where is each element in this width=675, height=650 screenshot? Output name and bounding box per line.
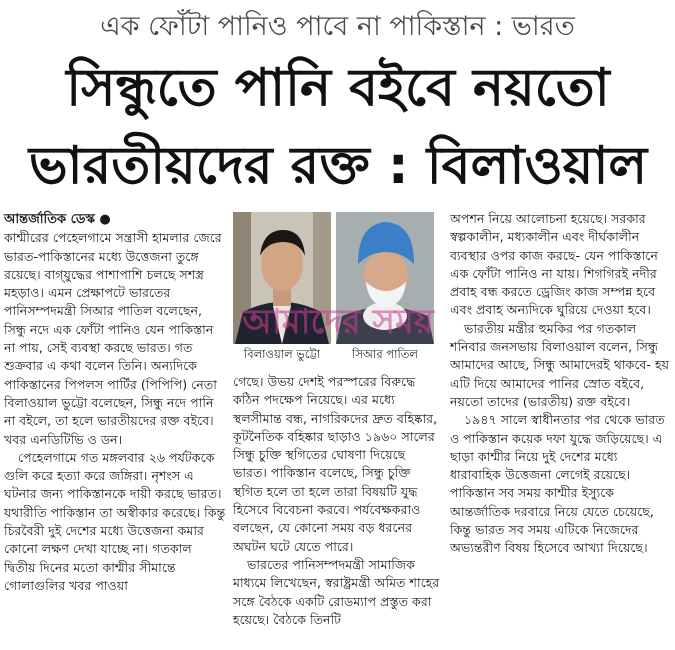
col1-paragraph-1: কাশ্মীরের পেহেলগামে সন্ত্রাসী হামলার জেরে ভারত-পাকিস্তানের মধ্যে উত্তেজনা তুঙ্গে রয়েছে। বাগ্‌যুদ্ধের পাশাপাশি চলছে সশস্ত্র মহড়াও। এমন প্রেক্ষাপটে ভারতের পানিসম্পদমন্ত্রী সিআর পাতিল বলেছেন, সিন্ধু নদে এক ফোঁটা পানিও যেন পাকিস্তান না পায়, সেই ব্যবস্থা করছে ভারত। গত শুক্রবার এ কথা বলেন তিনি। অন্যদিকে পাকিস্তানের পিপলস পার্টির (পিপিপি) নেতা বিলাওয়াল ভুট্টো বলেছেন, সিন্ধু নদে পানি না বইলে, তা হলে ভারতীয়দের রক্ত বইবে। খবর এনডিটিভি ও ডন। (4, 230, 222, 447)
headline-line-1: সিন্ধুতে পানি বইবে নয়তো (66, 58, 610, 118)
kicker-headline: এক ফোঁটা পানিও পাবে না পাকিস্তান : ভারত (100, 11, 575, 42)
desk-label: আন্তর্জাতিক ডেস্ক ● (4, 212, 111, 227)
photo-caption-bilawal: বিলাওয়াল ভুট্টো (243, 347, 321, 361)
col2-paragraph-2: ভারতের পানিসম্পদমন্ত্রী সামাজিক মাধ্যমে লিখেছেন, স্বরাষ্ট্রমন্ত্রী অমিত শাহের সঙ্গে বৈঠকে একটি রোডম্যাপ প্রস্তুত করা হয়েছে। বৈঠকে তিনটি (233, 556, 440, 627)
photo-caption-patil: সিআর পাতিল (352, 347, 418, 361)
col1-paragraph-2: পেহেলগামে গত মঙ্গলবার ২৬ পর্যটককে গুলি করে হত্যা করে জঙ্গিরা। নৃশংস এ ঘটনার জন্য পাকিস্তানকে দায়ী করছে ভারত। যথারীতি পাকিস্তান তা অস্বীকার করেছে। কিন্তু চিরবৈরী দুই দেশের মধ্যে উত্তেজনা কমার কোনো লক্ষণ দেখা যাচ্ছে না। গতকাল দ্বিতীয় দিনের মতো কাশ্মীর সীমান্তে গোলাগুলির খবর পাওয়া (4, 449, 226, 593)
col3-paragraph-2: ভারতীয় মন্ত্রীর হুমকির পর গতকাল শনিবার জনসভায় বিলাওয়াল বলেন, সিন্ধু আমাদের আছে, সিন্ধু আমাদেরই থাকবে- হয় এটি দিয়ে আমাদের পানির স্রোত বইবে, নয়তো তাদের (ভারতীয়) রক্ত বইবে। (450, 320, 669, 409)
col2-paragraph-1: গেছে। উভয় দেশই পরস্পরের বিরুদ্ধে কঠিন পদক্ষেপ নিয়েছে। এর মধ্যে স্থলসীমান্ত বন্ধ, নাগরিকদের দ্রুত বহিষ্কার, কূটনৈতিক বহিষ্কার ছাড়াও ১৯৬০ সালের সিন্ধু চুক্তি স্থগিতের ঘোষণা দিয়েছে ভারত। পাকিস্তান বলেছে, সিন্ধু চুক্তি স্থগিত হলে তা হলে তারা বিষয়টি যুদ্ধ হিসেবে বিবেচনা করবে। পর্যবেক্ষকরাও বলছেন, যে কোনো সময় বড় ধরনের অঘটন ঘটে যেতে পারে। (233, 374, 438, 554)
headline-line-2: ভারতীয়দের রক্ত : বিলাওয়াল (28, 136, 648, 196)
col3-paragraph-1: অপশন নিয়ে আলোচনা হয়েছে। সরকার স্বল্পকালীন, মধ্যকালীন এবং দীর্ঘকালীন ব্যবস্থার ওপর কাজ করছে- যেন পাকিস্তানে এক ফোঁটা পানিও না যায়। শিগগিরই নদীর প্রবাহ বন্ধ করতে ড্রেজিং কাজ সম্পন্ন হবে এবং প্রবাহ অন্যদিকে ঘুরিয়ে দেওয়া হবে। (450, 211, 658, 318)
col3-paragraph-3: ১৯৪৭ সালে স্বাধীনতার পর থেকে ভারত ও পাকিস্তান কয়েক দফা যুদ্ধে জড়িয়েছে। এ ছাড়া কাশ্মীর নিয়ে দুই দেশের মধ্যে ধারাবাহিক উত্তেজনা লেগেই রয়েছে। পাকিস্তান সব সময় কাশ্মীর ইস্যুকে আন্তর্জাতিক দরবারে নিয়ে যেতে চেয়েছে, কিন্তু ভারত সব সময় এটিকে নিজেদের অভ্যন্তরীণ বিষয় হিসেবে আখ্যা দিয়েছে। (450, 412, 665, 556)
article-column-2 (233, 373, 443, 629)
article-column-3 (450, 210, 670, 558)
article-column-1 (4, 210, 226, 595)
newspaper-watermark: আমাদের সময় (242, 302, 434, 342)
